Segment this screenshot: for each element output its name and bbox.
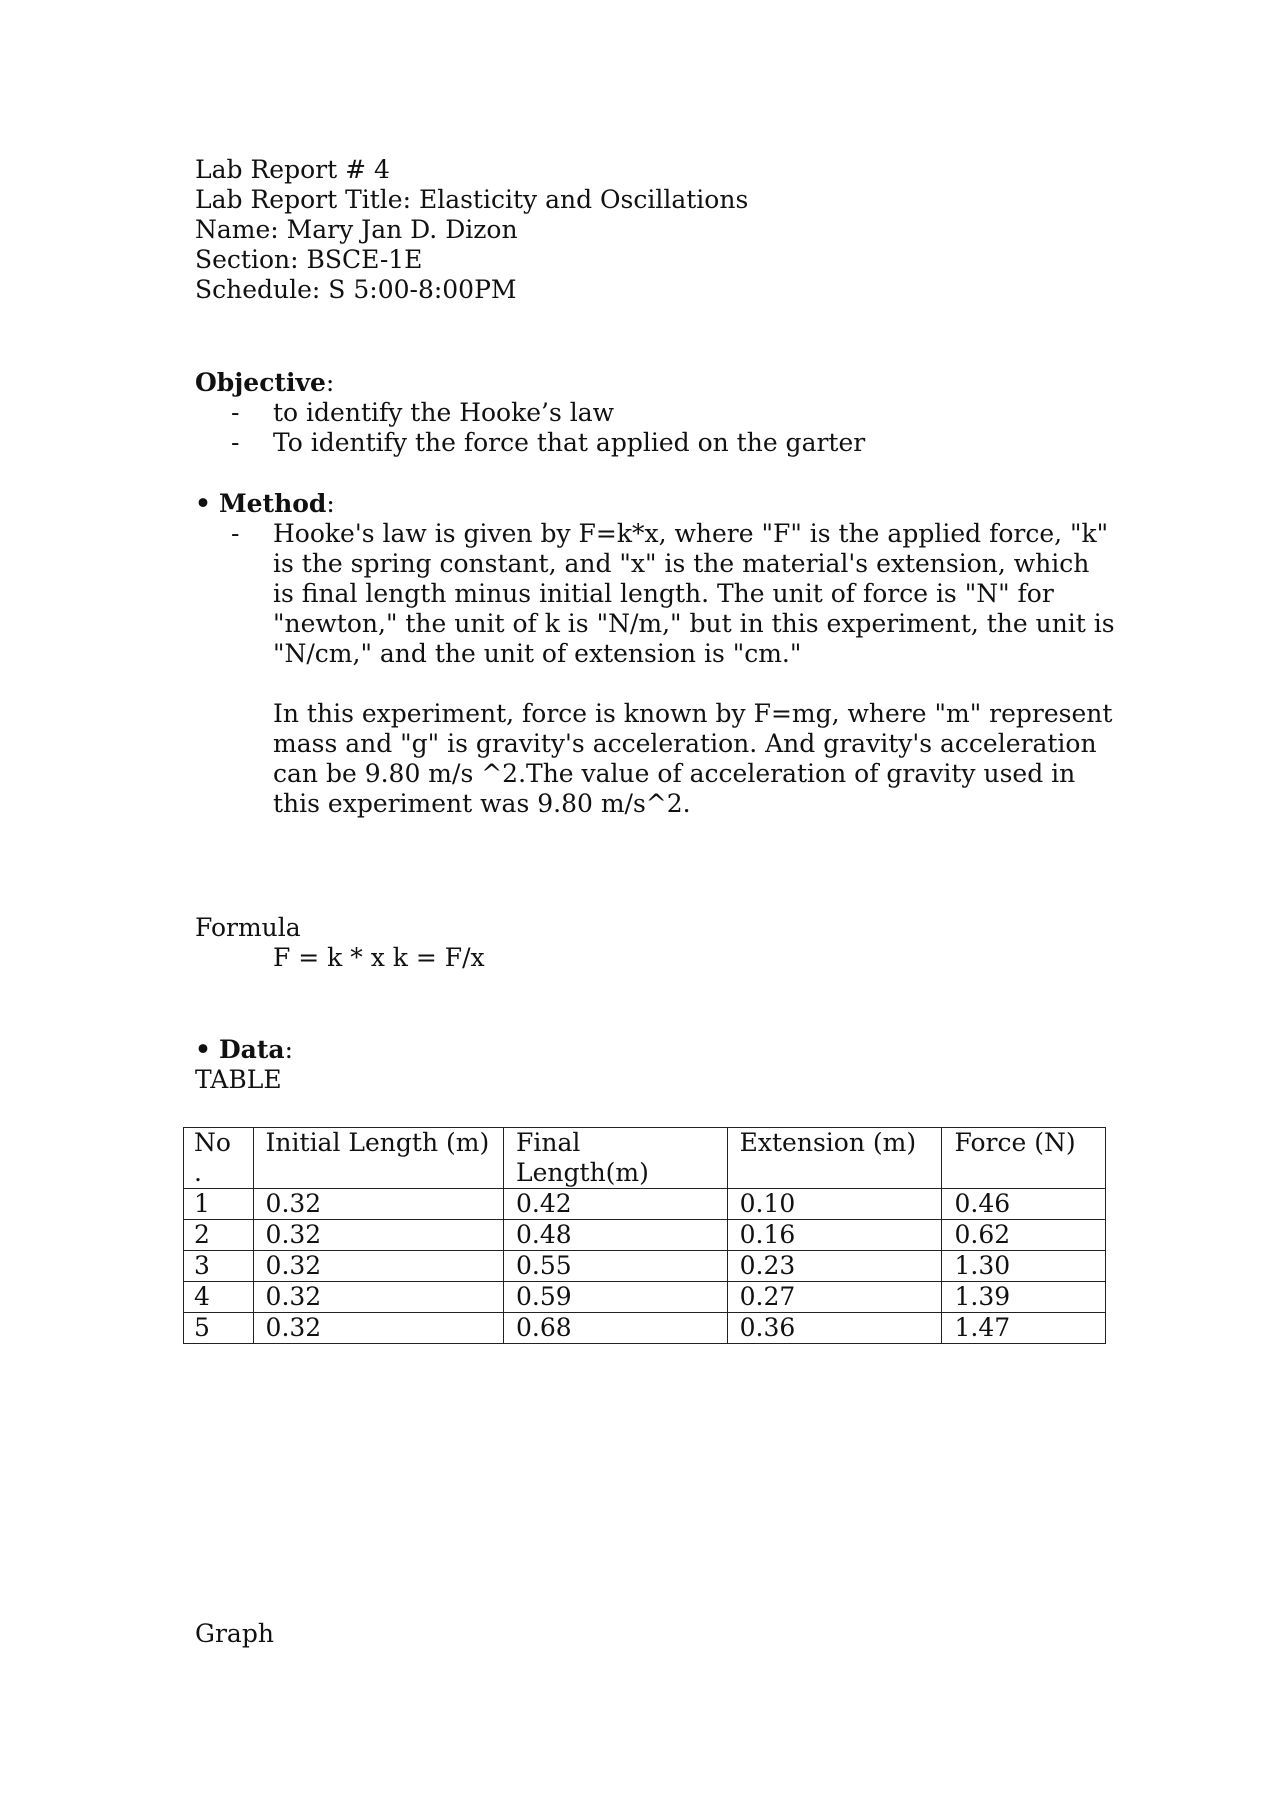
cell-extension: 0.36 <box>727 1313 942 1344</box>
header-extension: Extension (m) <box>727 1128 942 1189</box>
objective-title: Objective <box>195 368 326 397</box>
header-force: Force (N) <box>942 1128 1106 1189</box>
cell-initial-length: 0.32 <box>253 1189 503 1220</box>
data-title: Data <box>218 1035 285 1064</box>
cell-no: 1 <box>184 1189 254 1220</box>
cell-extension: 0.23 <box>727 1251 942 1282</box>
cell-extension: 0.27 <box>727 1282 942 1313</box>
method-heading <box>195 489 1115 519</box>
cell-initial-length: 0.32 <box>253 1313 503 1344</box>
method-paragraph-2: In this experiment, force is known by F=mg, where "m" represent mass and "g" is gravity's acceleration. And gravity's acceleration can be 9.80 m/s ^2.The value of acceleration of gravity used in this experiment was 9.80 m/s^2. <box>273 699 1113 818</box>
data-table <box>183 1127 1106 1344</box>
data-colon: : <box>284 1035 293 1064</box>
method-colon: : <box>326 489 335 518</box>
data-heading <box>195 1035 1115 1065</box>
cell-no: 2 <box>184 1220 254 1251</box>
objective-item-text: to identify the Hooke’s law <box>273 398 615 427</box>
header-no: No . <box>184 1128 254 1189</box>
cell-final-length: 0.68 <box>504 1313 728 1344</box>
table-row <box>184 1282 1106 1313</box>
cell-force: 0.46 <box>942 1189 1106 1220</box>
objective-colon: : <box>325 368 335 397</box>
report-title: Lab Report Title: Elasticity and Oscillations <box>195 185 749 214</box>
cell-no: 4 <box>184 1282 254 1313</box>
method-item <box>195 519 1115 669</box>
objective-item <box>195 428 1115 458</box>
cell-extension: 0.10 <box>727 1189 942 1220</box>
student-name: Name: Mary Jan D. Dizon <box>195 215 518 244</box>
cell-force: 1.30 <box>942 1251 1106 1282</box>
table-header-row <box>184 1128 1106 1189</box>
schedule: Schedule: S 5:00-8:00PM <box>195 275 517 304</box>
report-header <box>195 155 1095 305</box>
dash-bullet: - <box>231 428 240 457</box>
objective-heading <box>195 368 1115 398</box>
objective-section <box>195 368 1115 458</box>
header-final-length: Final Length(m) <box>504 1128 728 1189</box>
method-paragraph-1: Hooke's law is given by F=k*x, where "F" is the applied force, "k" is the spring constant, and "x" is the material's extension, which is final length minus initial length. The unit of force is "N" for "newton," the unit of k is "N/m," but in this experiment, the unit is "N/cm," and the unit of extension is "cm." <box>273 519 1115 668</box>
cell-extension: 0.16 <box>727 1220 942 1251</box>
table-label: TABLE <box>195 1065 282 1094</box>
formula-expression: F = k * x k = F/x <box>273 943 485 972</box>
cell-force: 1.39 <box>942 1282 1106 1313</box>
table-row <box>184 1251 1106 1282</box>
cell-final-length: 0.59 <box>504 1282 728 1313</box>
data-section <box>195 1035 1115 1095</box>
cell-initial-length: 0.32 <box>253 1251 503 1282</box>
cell-initial-length: 0.32 <box>253 1282 503 1313</box>
header-initial-length: Initial Length (m) <box>253 1128 503 1189</box>
table-row <box>184 1313 1106 1344</box>
graph-heading: Graph <box>195 1619 274 1648</box>
objective-item <box>195 398 1115 428</box>
cell-final-length: 0.42 <box>504 1189 728 1220</box>
cell-no: 3 <box>184 1251 254 1282</box>
method-section <box>195 489 1115 819</box>
cell-final-length: 0.55 <box>504 1251 728 1282</box>
report-number: Lab Report # 4 <box>195 155 390 184</box>
cell-force: 0.62 <box>942 1220 1106 1251</box>
dash-bullet: - <box>231 519 240 548</box>
cell-initial-length: 0.32 <box>253 1220 503 1251</box>
cell-no: 5 <box>184 1313 254 1344</box>
objective-item-text: To identify the force that applied on the garter <box>273 428 866 457</box>
method-bullet: • <box>195 489 211 518</box>
data-bullet: • <box>195 1035 211 1064</box>
table-row <box>184 1220 1106 1251</box>
method-title: Method <box>218 489 327 518</box>
student-section: Section: BSCE-1E <box>195 245 423 274</box>
cell-force: 1.47 <box>942 1313 1106 1344</box>
cell-final-length: 0.48 <box>504 1220 728 1251</box>
dash-bullet: - <box>231 398 240 427</box>
table-row <box>184 1189 1106 1220</box>
formula-heading: Formula <box>195 913 301 942</box>
formula-section <box>195 913 1115 973</box>
